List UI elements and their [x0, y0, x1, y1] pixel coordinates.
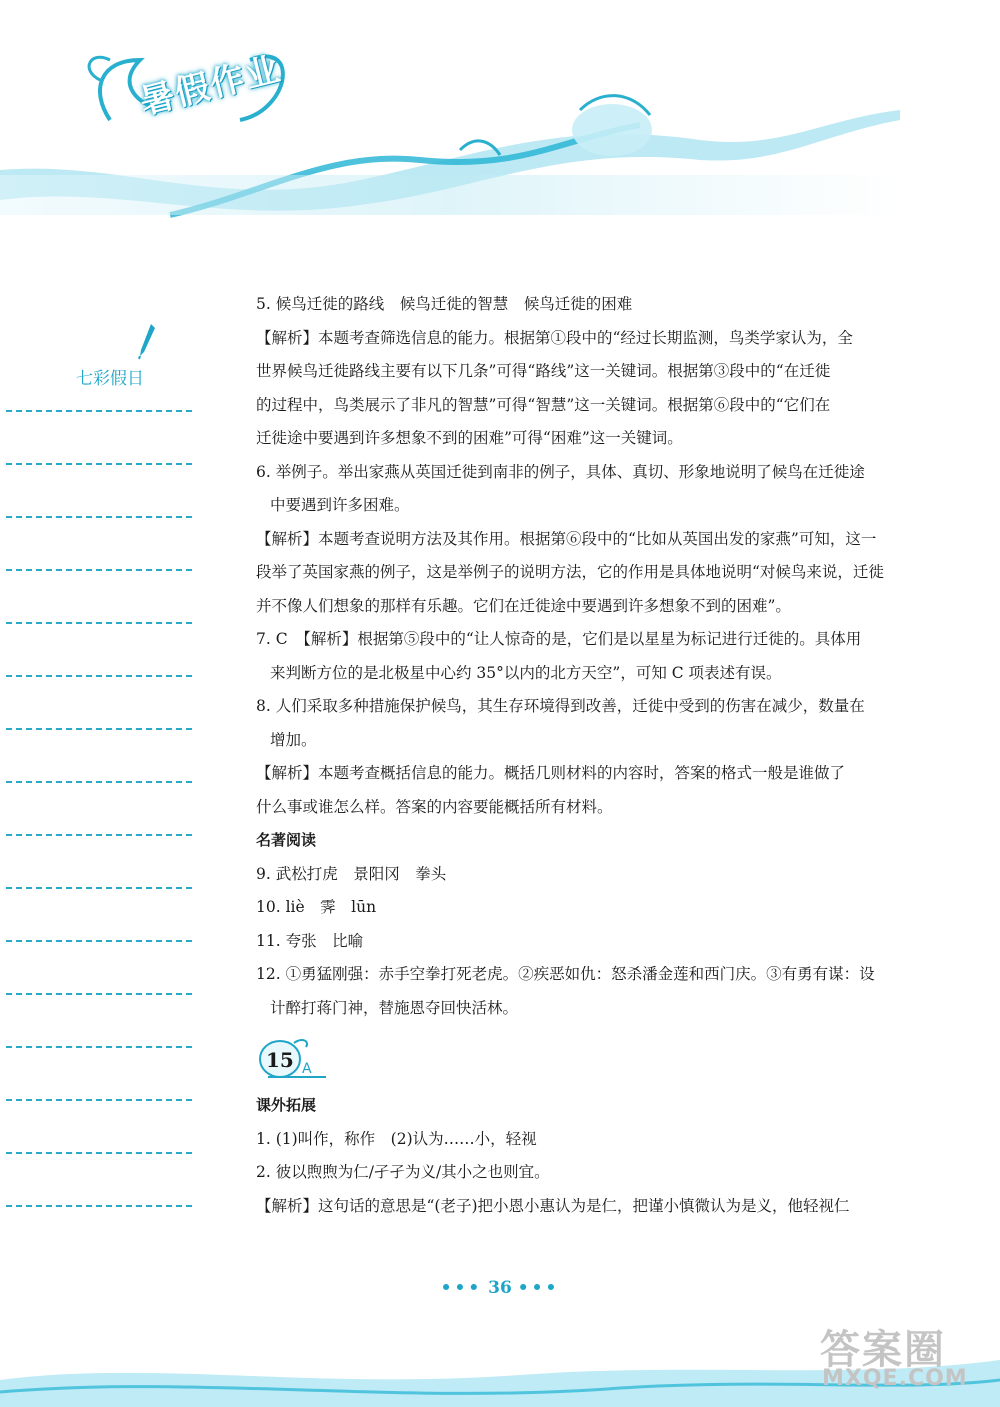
answer-content — [256, 288, 888, 1223]
answer-line: 7. C 【解析】根据第⑤段中的“让人惊奇的是，它们是以星星为标记进行迁徙的。具体用 — [256, 630, 862, 648]
answer-line: 1. (1)叫作，称作 (2)认为……小，轻视 — [256, 1129, 537, 1148]
page-dots-left: ••• — [440, 1278, 483, 1298]
note-line — [6, 1046, 192, 1048]
note-line — [6, 1099, 192, 1101]
note-line — [6, 463, 192, 465]
watermark-bottom: MXQE.COM — [822, 1366, 968, 1391]
note-line — [6, 675, 192, 677]
header-banner — [0, 0, 1000, 240]
pen-icon — [137, 322, 157, 364]
analysis-line: 世界候鸟迁徙路线主要有以下几条”可得“路线”这一关键词。根据第③段中的“在迁徙 — [256, 362, 831, 380]
analysis-line: 并不像人们想象的那样有乐趣。它们在迁徙途中要遇到许多想象不到的困难”。 — [256, 596, 791, 615]
page-dots-right: ••• — [517, 1278, 560, 1298]
watermark — [812, 1318, 992, 1398]
page-number-value: 36 — [488, 1278, 512, 1298]
answer-line: 10. liè 霁 lūn — [256, 898, 377, 916]
note-line — [6, 993, 192, 995]
badge-letter: A — [302, 1061, 312, 1077]
answer-line: 2. 彼以煦煦为仁/孑孑为义/其小之也则宜。 — [256, 1163, 550, 1181]
analysis-line: 【解析】本题考查说明方法及其作用。根据第⑥段中的“比如从英国出发的家燕”可知，这一 — [256, 529, 877, 548]
analysis-line: 迁徙途中要遇到许多想象不到的困难”可得“困难”这一关键词。 — [256, 429, 683, 447]
answer-line: 增加。 — [270, 730, 317, 749]
note-line — [6, 887, 192, 889]
note-line — [6, 516, 192, 518]
answer-line: 11. 夸张 比喻 — [256, 931, 364, 950]
analysis-line: 什么事或谁怎么样。答案的内容要能概括所有材料。 — [256, 797, 613, 816]
badge-number: 15 — [266, 1048, 294, 1072]
watermark-top: 答案圈 — [820, 1327, 946, 1373]
answer-line: 中要遇到许多困难。 — [270, 496, 410, 514]
note-line — [6, 1205, 192, 1207]
answer-line: 8. 人们采取多种措施保护候鸟，其生存环境得到改善，迁徙中受到的伤害在减少，数量在 — [256, 697, 865, 715]
note-line — [6, 410, 192, 412]
answer-line: 计醉打蒋门神，替施恩夺回快活林。 — [270, 998, 519, 1017]
analysis-line: 【解析】本题考查概括信息的能力。概括几则材料的内容时，答案的格式一般是谁做了 — [256, 764, 846, 782]
note-line — [6, 940, 192, 942]
analysis-line: 的过程中，鸟类展示了非凡的智慧”可得“智慧”这一关键词。根据第⑥段中的“它们在 — [256, 395, 831, 414]
answer-line: 12. ①勇猛刚强：赤手空拳打死老虎。②疾恶如仇：怒杀潘金莲和西门庆。③有勇有谋：设 — [256, 965, 875, 983]
note-line — [6, 834, 192, 836]
section-heading: 课外拓展 — [256, 1096, 317, 1114]
note-line — [6, 728, 192, 730]
analysis-line: 【解析】这句话的意思是“(老子)把小恩小惠认为是仁，把谨小慎微认为是义，他轻视仁 — [256, 1196, 850, 1215]
answer-line: 9. 武松打虎 景阳冈 拳头 — [256, 864, 447, 883]
section-heading: 名著阅读 — [256, 831, 317, 849]
lesson-badge-row — [256, 1025, 888, 1089]
answer-line: 5. 候鸟迁徙的路线 候鸟迁徙的智慧 候鸟迁徙的困难 — [256, 295, 633, 313]
analysis-line: 段举了英国家燕的例子，这是举例子的说明方法，它的作用是具体地说明“对候鸟来说，迁徙 — [256, 563, 884, 581]
answer-line: 来判断方位的是北极星中心约 35°以内的北方天空”，可知 C 项表述有误。 — [270, 663, 782, 682]
page-number — [0, 1278, 1000, 1298]
lesson-badge — [258, 1035, 328, 1081]
note-line — [6, 622, 192, 624]
note-line — [6, 781, 192, 783]
analysis-line: 【解析】本题考查筛选信息的能力。根据第①段中的“经过长期监测，鸟类学家认为，全 — [256, 328, 853, 347]
banner-title: 暑假作业 — [136, 49, 286, 123]
note-line — [6, 1152, 192, 1154]
sidebar-label: 七彩假日 — [76, 369, 144, 389]
answer-line: 6. 举例子。举出家燕从英国迁徙到南非的例子，具体、真切、形象地说明了候鸟在迁徙途 — [256, 462, 865, 481]
note-line — [6, 569, 192, 571]
